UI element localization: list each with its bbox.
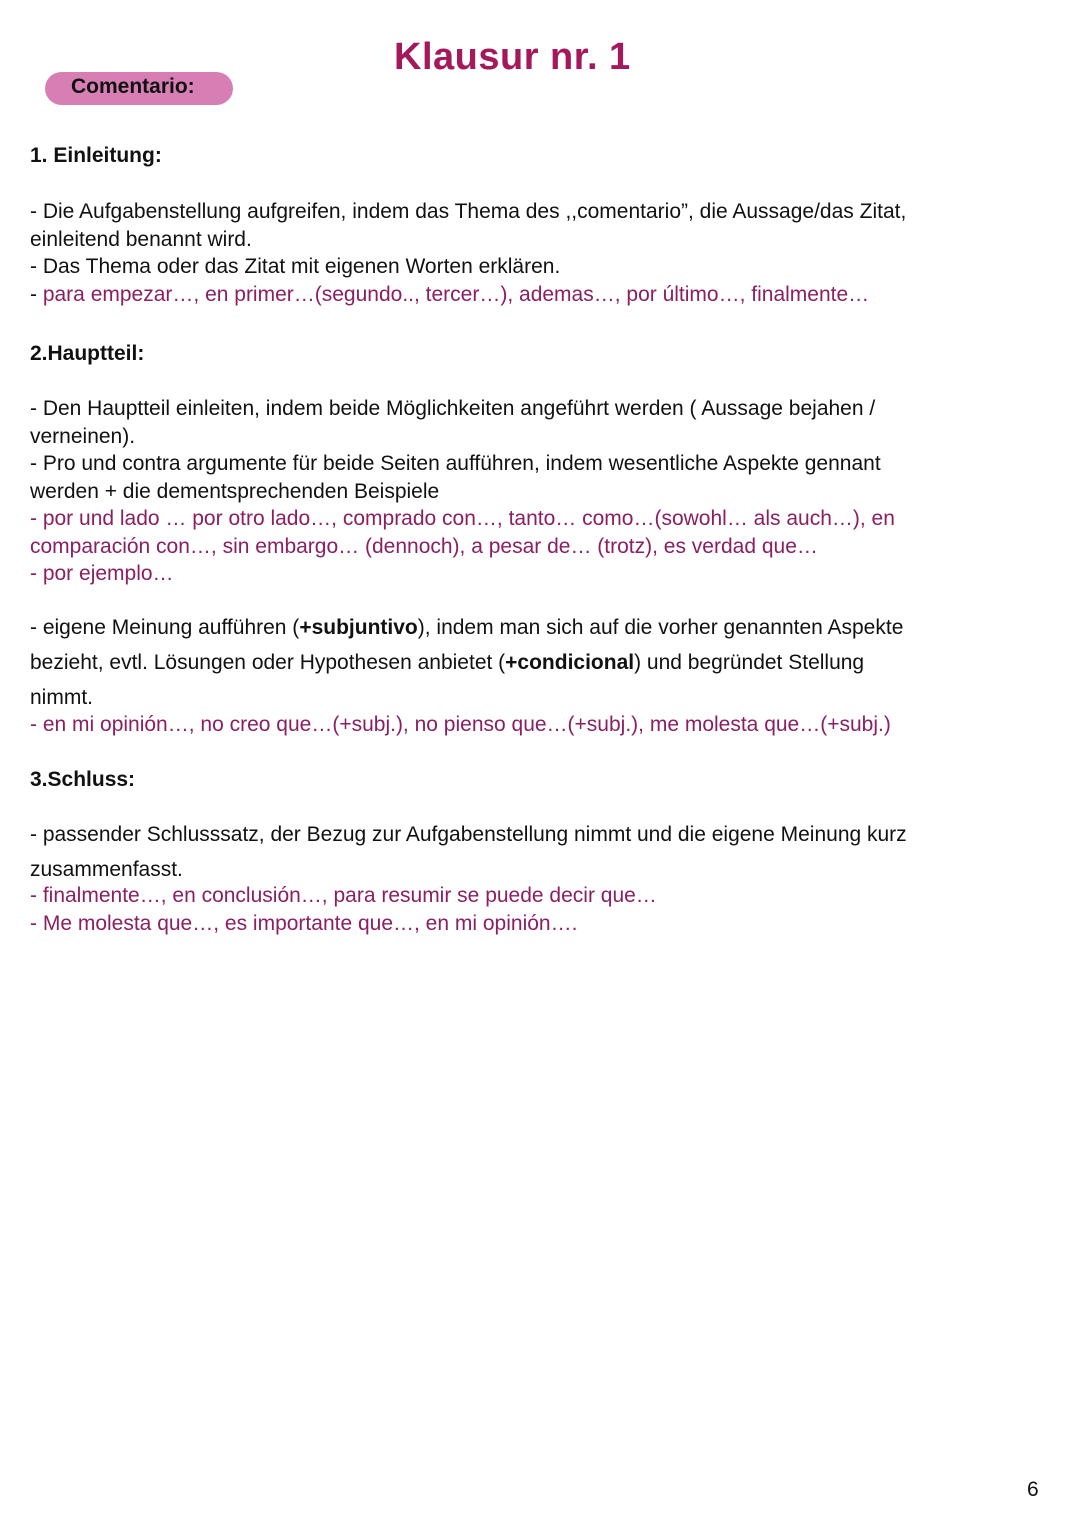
- schluss-phrases-1: - finalmente…, en conclusión…, para resumir se puede decir que…: [30, 884, 657, 907]
- opinion-text-d: ) und begründet Stellung: [634, 651, 865, 674]
- opinion-text-a: - eigene Meinung aufführen (: [30, 616, 300, 639]
- hauptteil-phrases-1: - por und lado … por otro lado…, comprado con…, tanto… como…(sowohl… als auch…), en: [30, 507, 895, 530]
- einleitung-body: [30, 198, 1050, 308]
- schluss-body: [30, 817, 1050, 887]
- page-number: 6: [1027, 1478, 1039, 1501]
- hauptteil-phrases-2: comparación con…, sin embargo… (dennoch), a pesar de… (trotz), es verdad que…: [30, 534, 818, 558]
- hauptteil-phrases-3: - por ejemplo…: [30, 562, 174, 585]
- schluss-line-1: - passender Schlusssatz, der Bezug zur Aufgabenstellung nimmt und die eigene Meinung kurz: [30, 823, 907, 846]
- hauptteil-line-3: - Pro und contra argumente für beide Seiten aufführen, indem wesentliche Aspekte gennant: [30, 452, 881, 475]
- opinion-body: [30, 610, 1050, 715]
- einleitung-phrase-text: para empezar…, en primer…(segundo.., tercer…), ademas…, por último…, finalmente…: [42, 282, 870, 306]
- schluss-line-2: zusammenfasst.: [30, 858, 183, 881]
- opinion-phrases: - en mi opinión…, no creo que…(+subj.), no pienso que…(+subj.), me molesta que…(+subj.): [30, 713, 891, 736]
- opinion-line-3: nimmt.: [30, 686, 93, 709]
- einleitung-phrases: [30, 281, 1050, 309]
- hauptteil-heading: 2.Hauptteil:: [30, 342, 145, 365]
- einleitung-heading: 1. Einleitung:: [30, 144, 162, 167]
- hauptteil-line-4: werden + die dementsprechenden Beispiele: [30, 479, 440, 503]
- page-title: Klausur nr. 1: [394, 36, 631, 78]
- opinion-line-2: [30, 645, 1050, 680]
- einleitung-line-2: einleitend benannt wird.: [30, 227, 252, 251]
- opinion-text-b: ), indem man sich auf die vorher genannten Aspekte: [417, 616, 904, 639]
- hauptteil-line-2: verneinen).: [30, 424, 136, 448]
- opinion-bold-condicional: +condicional: [505, 651, 635, 674]
- schluss-phrases: [30, 882, 1050, 937]
- opinion-text-c: bezieht, evtl. Lösungen oder Hypothesen anbietet (: [30, 651, 506, 674]
- opinion-bold-subjuntivo: +subjuntivo: [299, 616, 418, 639]
- einleitung-line-3: - Das Thema oder das Zitat mit eigenen Worten erklären.: [30, 255, 561, 278]
- schluss-phrases-2: - Me molesta que…, es importante que…, en mi opinión….: [30, 911, 578, 935]
- hauptteil-line-1: - Den Hauptteil einleiten, indem beide Möglichkeiten angeführt werden ( Aussage bejahen /: [30, 397, 876, 420]
- schluss-heading: 3.Schluss:: [30, 768, 136, 791]
- hauptteil-body: [30, 395, 1050, 588]
- einleitung-line-1: - Die Aufgabenstellung aufgreifen, indem das Thema des ,,comentario”, die Aussage/das Zitat,: [30, 200, 907, 223]
- phrase-dash: -: [30, 282, 43, 306]
- comentario-badge: Comentario:: [45, 72, 233, 105]
- opinion-line-1: [30, 610, 1050, 645]
